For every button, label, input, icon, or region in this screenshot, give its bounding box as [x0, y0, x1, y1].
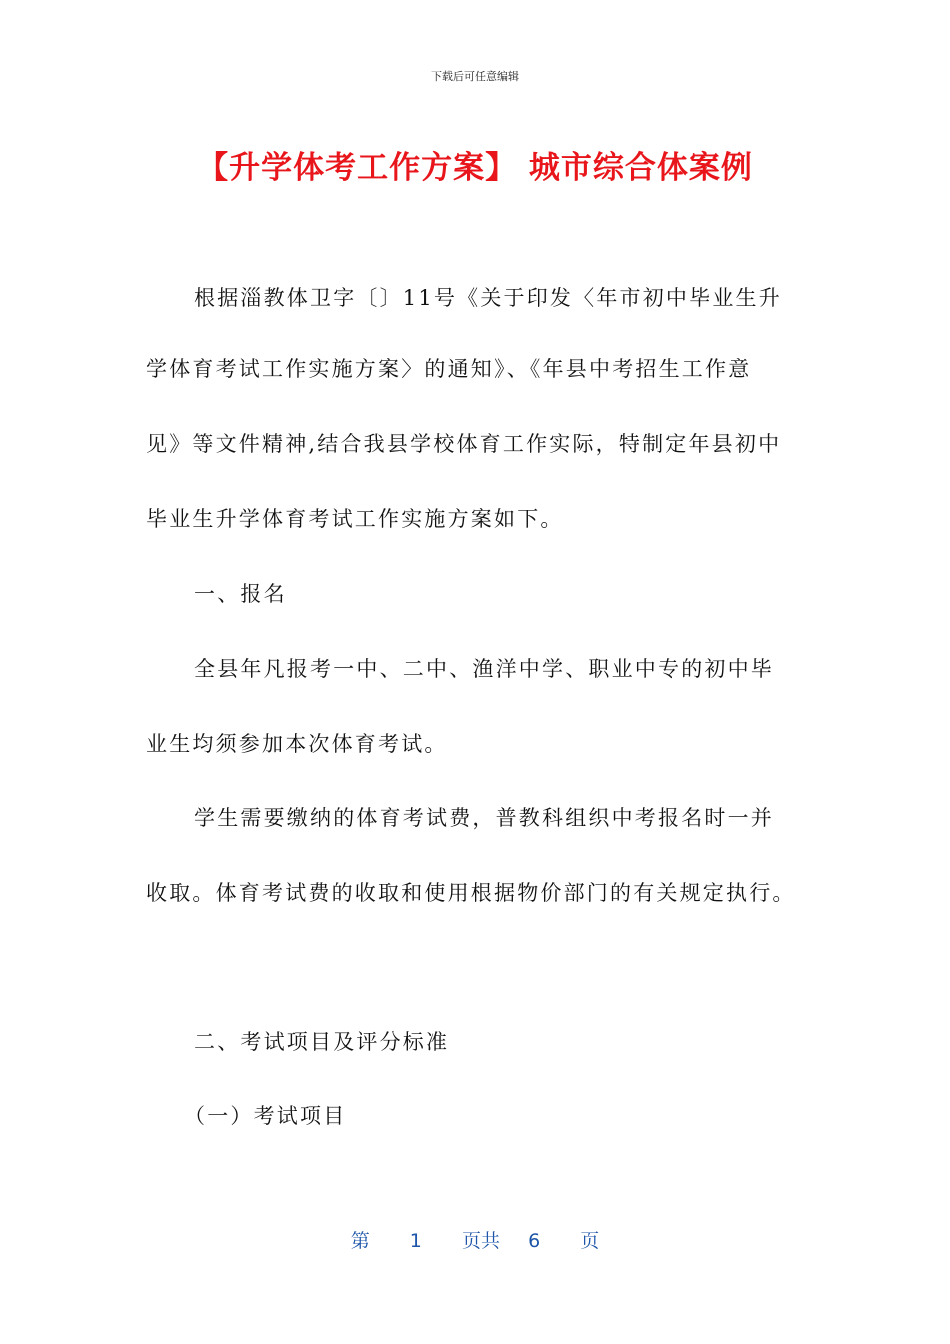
page-label-mid: 页共	[461, 1230, 500, 1252]
paragraph-line: 业生均须参加本次体育考试。	[146, 732, 448, 756]
page-number: 1	[409, 1230, 422, 1252]
paragraph-line: 收取。体育考试费的收取和使用根据物价部门的有关规定执行。	[146, 881, 796, 905]
paragraph-line: 毕业生升学体育考试工作实施方案如下。	[146, 507, 564, 531]
section-heading: 一、报名	[194, 582, 287, 606]
paragraph-line: 根据淄教体卫字〔〕11号《关于印发〈年市初中毕业生升	[194, 286, 782, 310]
header-note: 下载后可任意编辑	[431, 70, 519, 83]
paragraph-line: 全县年凡报考一中、二中、渔洋中学、职业中专的初中毕	[194, 657, 774, 681]
document-title: 【升学体考工作方案】 城市综合体案例	[197, 150, 753, 186]
paragraph-line: 学体育考试工作实施方案〉的通知》、《年县中考招生工作意	[146, 357, 752, 381]
page-footer	[0, 1226, 950, 1253]
paragraph-line: 学生需要缴纳的体育考试费，普教科组织中考报名时一并	[194, 806, 774, 830]
page-label-suffix: 页	[580, 1230, 600, 1252]
paragraph-line: 见》等文件精神,结合我县学校体育工作实际，特制定年县初中	[146, 432, 782, 456]
page-label-prefix: 第	[350, 1230, 370, 1252]
subsection-heading: （一）考试项目	[184, 1104, 347, 1128]
section-heading: 二、考试项目及评分标准	[194, 1030, 450, 1054]
total-pages: 6	[528, 1230, 541, 1252]
